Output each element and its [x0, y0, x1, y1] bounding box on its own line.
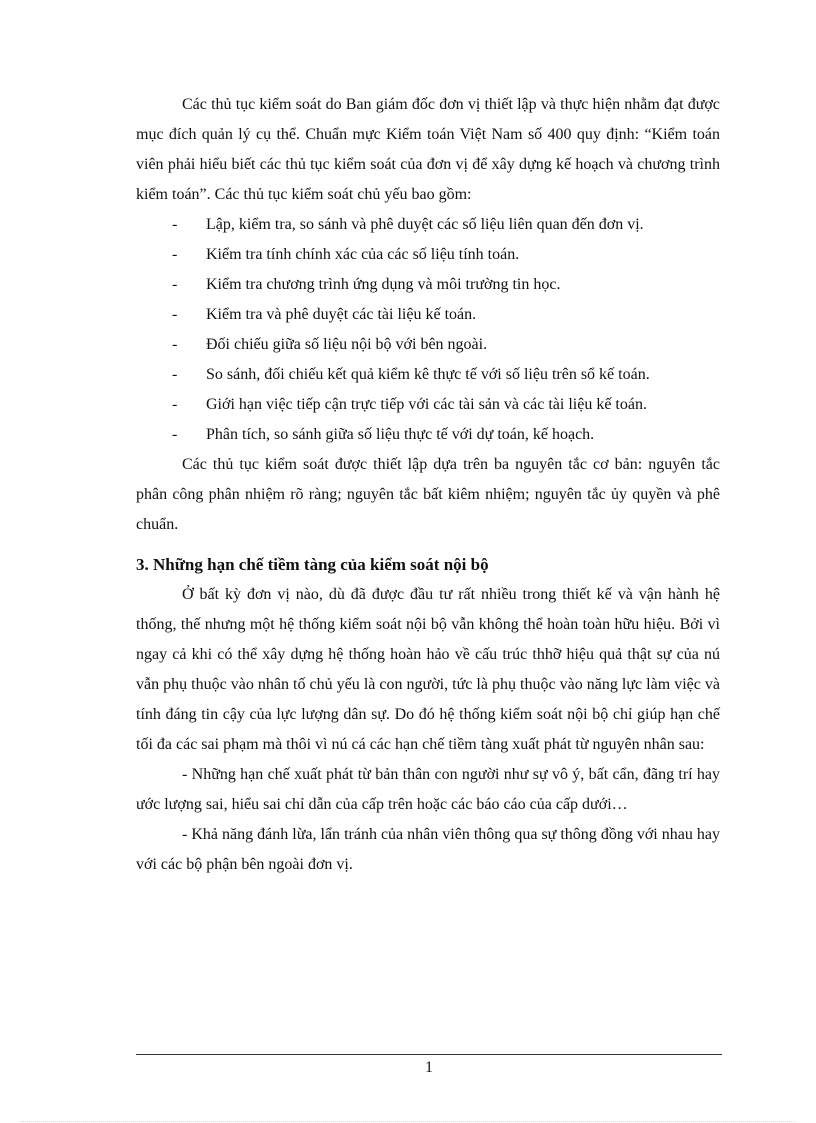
list-dash: -: [172, 246, 178, 263]
list-item: [136, 300, 720, 330]
list-item-text: Kiểm tra tính chính xác của các số liệu tính toán.: [206, 246, 520, 263]
section-heading: 3. Những hạn chế tiềm tàng của kiểm soát nội bộ: [136, 555, 489, 574]
list-item: [136, 270, 720, 300]
list-item-text: So sánh, đối chiếu kết quả kiểm kê thực tế với số liệu trên sổ kế toán.: [206, 366, 650, 383]
list-dash: -: [172, 426, 178, 443]
list-dash: -: [172, 336, 178, 353]
list-dash: -: [172, 396, 178, 413]
control-procedures-list: [136, 210, 720, 450]
list-dash: -: [172, 366, 178, 383]
cause-paragraph-2: - Khả năng đánh lừa, lẩn tránh của nhân viên thông qua sự thông đồng với nhau hay với các bộ phận bên ngoài đơn vị.: [136, 826, 720, 873]
list-item: [136, 390, 720, 420]
page-bottom-border: [20, 1121, 796, 1122]
list-dash: -: [172, 216, 178, 233]
list-item-text: Kiểm tra chương trình ứng dụng và môi trường tin học.: [206, 276, 561, 293]
list-item: [136, 330, 720, 360]
list-item: [136, 420, 720, 450]
footer-divider: [136, 1054, 722, 1055]
list-item: [136, 360, 720, 390]
page-number: 1: [425, 1059, 433, 1076]
limitations-paragraph: Ở bất kỳ đơn vị nào, dù đã được đầu tư rất nhiều trong thiết kế và vận hành hệ thống, thế nhưng một hệ thống kiểm soát nội bộ vẫn không thể hoàn toàn hữu hiệu. Bởi vì ngay cả khi có thể xây dựng hệ thống hoàn hảo về cấu trúc thhỡ hiệu quả thật sự của nú vẫn phụ thuộc vào nhân tố chủ yếu là con người, tức là phụ thuộc vào năng lực làm việc và tính đáng tin cậy của lực lượng dân sự. Do đó hệ thống kiểm soát nội bộ chỉ giúp hạn chế tối đa các sai phạm mà thôi vì nú cá các hạn chế tiềm tàng xuất phát từ nguyên nhân sau:: [136, 586, 720, 753]
document-body: [136, 90, 720, 880]
intro-paragraph: Các thủ tục kiểm soát do Ban giám đốc đơn vị thiết lập và thực hiện nhằm đạt được mục đích quản lý cụ thể. Chuẩn mực Kiểm toán Việt Nam số 400 quy định: “Kiểm toán viên phải hiểu biết các thủ tục kiểm soát của đơn vị để xây dựng kế hoạch và chương trình kiểm toán”. Các thủ tục kiểm soát chủ yếu bao gồm:: [136, 96, 720, 203]
list-item: [136, 210, 720, 240]
list-item-text: Kiểm tra và phê duyệt các tài liệu kế toán.: [206, 306, 477, 323]
list-item-text: Giới hạn việc tiếp cận trực tiếp với các tài sản và các tài liệu kế toán.: [206, 396, 647, 413]
list-item: [136, 240, 720, 270]
principles-paragraph: Các thủ tục kiểm soát được thiết lập dựa trên ba nguyên tắc cơ bản: nguyên tắc phân công phân nhiệm rõ ràng; nguyên tắc bất kiêm nhiệm; nguyên tắc ủy quyền và phê chuẩn.: [136, 456, 720, 533]
list-item-text: Đối chiếu giữa số liệu nội bộ với bên ngoài.: [206, 336, 488, 353]
list-item-text: Phân tích, so sánh giữa số liệu thực tế với dự toán, kế hoạch.: [206, 426, 595, 443]
list-dash: -: [172, 306, 178, 323]
cause-paragraph-1: - Những hạn chế xuất phát từ bản thân con người như sự vô ý, bất cẩn, đãng trí hay ước lượng sai, hiểu sai chỉ dẫn của cấp trên hoặc các báo cáo của cấp dưới…: [136, 766, 720, 813]
list-dash: -: [172, 276, 178, 293]
list-item-text: Lập, kiểm tra, so sánh và phê duyệt các số liệu liên quan đến đơn vị.: [206, 216, 644, 233]
